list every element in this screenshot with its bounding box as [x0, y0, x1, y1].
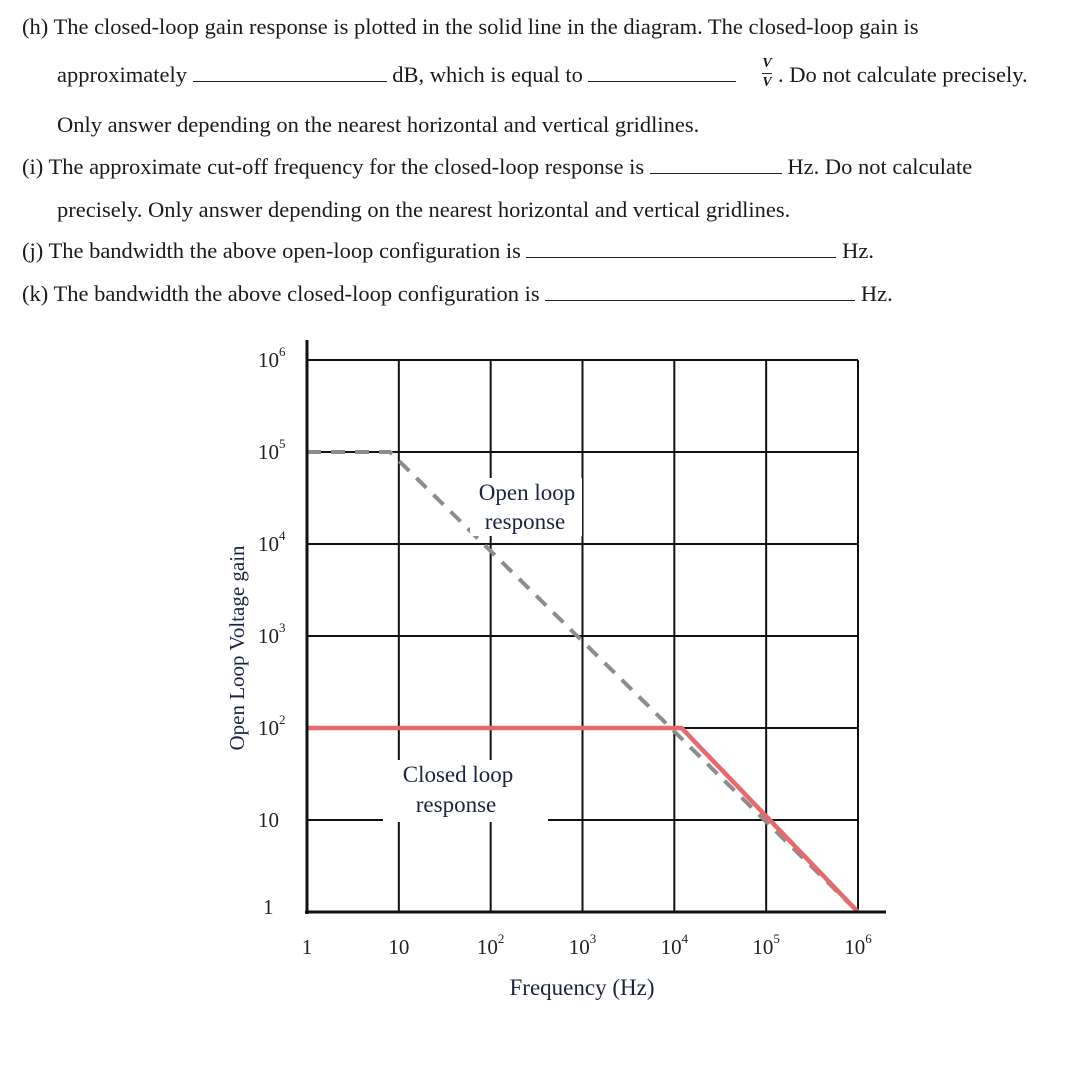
question-i-label: (i) [22, 154, 44, 179]
question-j-label: (j) [22, 238, 44, 263]
question-h-db: dB, which is equal to [392, 62, 583, 87]
x-tick-label: $10^3$ [568, 931, 597, 959]
open-loop-label: response [484, 509, 566, 534]
question-k-unit: Hz. [860, 281, 893, 306]
y-tick-label: 10 [258, 808, 279, 832]
closed-loop-label: response [415, 792, 497, 817]
question-h-tail: . Do not calculate precisely. [778, 62, 1028, 87]
question-i-text: The approximate cut-off frequency for the closed-loop response is [48, 154, 645, 179]
question-j-text: The bandwidth the above open-loop configuration is [48, 238, 521, 263]
fraction-denominator: V [762, 75, 772, 90]
x-tick-label: $10^4$ [660, 931, 689, 959]
y-tick-label: $10^5$ [258, 436, 286, 464]
x-tick-label: $10^6$ [844, 931, 872, 959]
x-axis-title: Frequency (Hz) [509, 975, 655, 1000]
fraction-numerator: V [762, 56, 772, 71]
x-tick-label: $10^2$ [476, 931, 505, 959]
question-i-tail: Hz. Do not calculate [787, 154, 973, 179]
y-tick-label: $10^6$ [258, 344, 286, 372]
x-tick-label: 1 [301, 935, 313, 959]
y-tick-label: $10^3$ [258, 620, 286, 648]
question-j-unit: Hz. [842, 238, 874, 263]
closed-loop-label: Closed loop [402, 762, 514, 787]
question-i-line2: precisely. Only answer depending on the nearest horizontal and vertical gridlines. [57, 197, 791, 222]
x-tick-label: $10^5$ [752, 931, 780, 959]
x-tick-label: 10 [388, 935, 410, 959]
y-tick-label: 1 [263, 895, 274, 919]
open-loop-label: Open loop [478, 480, 576, 505]
question-h-label: (h) [22, 14, 49, 39]
y-tick-label: $10^4$ [258, 528, 286, 556]
question-h-approx: approximately [57, 62, 187, 87]
question-h-line3: Only answer depending on the nearest horizontal and vertical gridlines. [57, 112, 700, 137]
question-h-text: The closed-loop gain response is plotted in the solid line in the diagram. The closed-loop gain is [53, 14, 919, 39]
question-k-label: (k) [22, 281, 49, 306]
y-tick-label: $10^2$ [258, 712, 286, 740]
question-k-text: The bandwidth the above closed-loop configuration is [53, 281, 540, 306]
y-axis-title: Open Loop Voltage gain [225, 545, 249, 751]
